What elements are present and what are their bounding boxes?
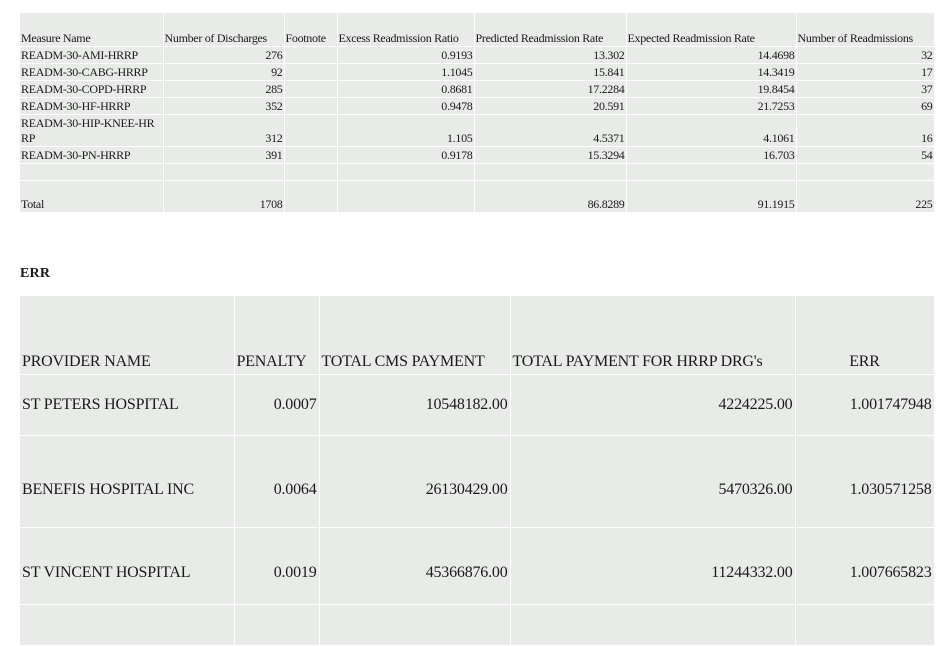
- table-row: [20, 528, 934, 605]
- table-row-blank: [20, 164, 934, 181]
- cell-readmissions: 69: [796, 98, 934, 115]
- cell-footnote: [284, 64, 337, 81]
- table-row: [20, 436, 934, 528]
- cell-footnote: [284, 47, 337, 64]
- cell-footnote: [284, 98, 337, 115]
- header-number-of-readmissions: Number of Readmissions: [796, 13, 934, 47]
- empty-cell: [474, 164, 626, 181]
- table-row: [20, 115, 934, 147]
- header-penalty: PENALTY: [234, 296, 319, 375]
- err-section-title: ERR: [20, 266, 51, 281]
- cell-footnote: [284, 81, 337, 98]
- cell-readmissions: 54: [796, 147, 934, 164]
- cell-penalty: 0.0019: [234, 528, 319, 605]
- cell-measure: READM-30-PN-HRRP: [20, 147, 163, 164]
- cell-measure: READM-30-HIP-KNEE-HRRP: [20, 115, 163, 147]
- cell-discharges: 92: [163, 64, 284, 81]
- empty-cell: [163, 164, 284, 181]
- cell-expected: 19.8454: [626, 81, 796, 98]
- cell-ratio: 1.1045: [337, 64, 474, 81]
- header-excess-readmission-ratio: Excess Readmission Ratio: [337, 13, 474, 47]
- empty-cell: [337, 181, 474, 213]
- total-discharges: 1708: [163, 181, 284, 213]
- readmissions-table: [20, 13, 935, 213]
- cell-ratio: 1.105: [337, 115, 474, 147]
- cell-expected: 21.7253: [626, 98, 796, 115]
- cell-footnote: [284, 115, 337, 147]
- cell-ratio: 0.9193: [337, 47, 474, 64]
- empty-cell: [796, 164, 934, 181]
- cell-predicted: 15.3294: [474, 147, 626, 164]
- cell-total-hrrp: 11244332.00: [510, 528, 795, 605]
- cell-provider: ST VINCENT HOSPITAL: [20, 528, 234, 605]
- total-readmissions: 225: [796, 181, 934, 213]
- empty-cell: [626, 164, 796, 181]
- cell-discharges: 312: [163, 115, 284, 147]
- cell-predicted: 20.591: [474, 98, 626, 115]
- cell-measure: READM-30-CABG-HRRP: [20, 64, 163, 81]
- header-predicted-readmission-rate: Predicted Readmission Rate: [474, 13, 626, 47]
- cell-total-cms: 10548182.00: [319, 375, 510, 436]
- cell-expected: 14.4698: [626, 47, 796, 64]
- empty-cell: [795, 605, 934, 646]
- cell-predicted: 13.302: [474, 47, 626, 64]
- empty-cell: [20, 164, 163, 181]
- cell-expected: 16.703: [626, 147, 796, 164]
- cell-err: 1.030571258: [795, 436, 934, 528]
- cell-expected: 4.1061: [626, 115, 796, 147]
- cell-total-cms: 26130429.00: [319, 436, 510, 528]
- table-row: [20, 64, 934, 81]
- cell-discharges: 352: [163, 98, 284, 115]
- header-measure-name: Measure Name: [20, 13, 163, 47]
- err-table: [20, 296, 935, 646]
- table-row: [20, 47, 934, 64]
- empty-cell: [319, 605, 510, 646]
- cell-total-hrrp: 5470326.00: [510, 436, 795, 528]
- empty-cell: [20, 605, 234, 646]
- total-expected: 91.1915: [626, 181, 796, 213]
- cell-expected: 14.3419: [626, 64, 796, 81]
- cell-total-hrrp: 4224225.00: [510, 375, 795, 436]
- table-row: [20, 375, 934, 436]
- cell-total-cms: 45366876.00: [319, 528, 510, 605]
- cell-predicted: 17.2284: [474, 81, 626, 98]
- empty-cell: [510, 605, 795, 646]
- empty-cell: [284, 164, 337, 181]
- cell-readmissions: 17: [796, 64, 934, 81]
- empty-cell: [337, 164, 474, 181]
- table-row: [20, 81, 934, 98]
- total-label: Total: [20, 181, 163, 213]
- table-total-row: [20, 181, 934, 213]
- cell-err: 1.007665823: [795, 528, 934, 605]
- cell-measure: READM-30-COPD-HRRP: [20, 81, 163, 98]
- table-header-row: [20, 13, 934, 47]
- table-row-blank: [20, 605, 934, 646]
- cell-penalty: 0.0064: [234, 436, 319, 528]
- cell-provider: ST PETERS HOSPITAL: [20, 375, 234, 436]
- header-err: ERR: [795, 296, 934, 375]
- header-provider-name: PROVIDER NAME: [20, 296, 234, 375]
- cell-footnote: [284, 147, 337, 164]
- table-header-row: [20, 296, 934, 375]
- header-expected-readmission-rate: Expected Readmission Rate: [626, 13, 796, 47]
- cell-readmissions: 37: [796, 81, 934, 98]
- cell-discharges: 391: [163, 147, 284, 164]
- empty-cell: [284, 181, 337, 213]
- cell-ratio: 0.9178: [337, 147, 474, 164]
- total-predicted: 86.8289: [474, 181, 626, 213]
- cell-predicted: 4.5371: [474, 115, 626, 147]
- cell-err: 1.001747948: [795, 375, 934, 436]
- cell-readmissions: 32: [796, 47, 934, 64]
- cell-penalty: 0.0007: [234, 375, 319, 436]
- header-footnote: Footnote: [284, 13, 337, 47]
- header-number-of-discharges: Number of Discharges: [163, 13, 284, 47]
- cell-measure: READM-30-AMI-HRRP: [20, 47, 163, 64]
- cell-discharges: 276: [163, 47, 284, 64]
- cell-predicted: 15.841: [474, 64, 626, 81]
- cell-discharges: 285: [163, 81, 284, 98]
- header-total-cms-payment: TOTAL CMS PAYMENT: [319, 296, 510, 375]
- cell-ratio: 0.8681: [337, 81, 474, 98]
- table-row: [20, 98, 934, 115]
- header-total-payment-hrrp: TOTAL PAYMENT FOR HRRP DRG's: [510, 296, 795, 375]
- cell-provider: BENEFIS HOSPITAL INC: [20, 436, 234, 528]
- empty-cell: [234, 605, 319, 646]
- cell-readmissions: 16: [796, 115, 934, 147]
- cell-ratio: 0.9478: [337, 98, 474, 115]
- table-row: [20, 147, 934, 164]
- cell-measure: READM-30-HF-HRRP: [20, 98, 163, 115]
